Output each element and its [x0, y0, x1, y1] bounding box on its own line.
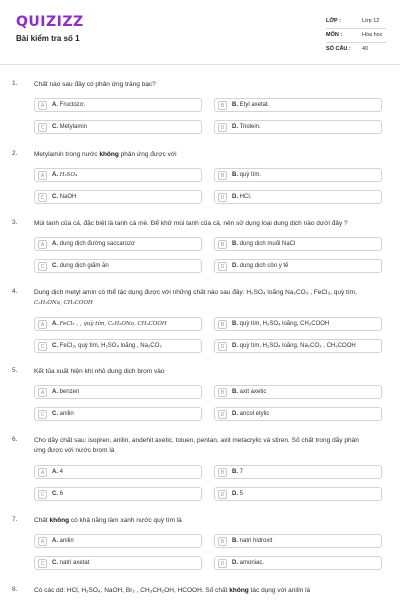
option-text: quỳ tím. [239, 172, 262, 178]
option-text: H₂SO₄ [59, 172, 78, 178]
quizizz-logo: QUIZIZZ [16, 14, 84, 30]
option-key: B. [232, 241, 238, 247]
option-text: benzen [59, 389, 80, 395]
option-b[interactable] [214, 534, 382, 548]
option-c[interactable] [34, 556, 202, 570]
option-text: dung dịch muối NaCl [239, 241, 296, 247]
question-5 [12, 367, 392, 427]
question-text-part: Chất [34, 517, 50, 524]
option-text: NaOH [59, 194, 77, 200]
question-number: 4. [12, 288, 18, 295]
meta-label: MÔN : [326, 32, 343, 38]
option-a[interactable] [34, 168, 202, 182]
option-key: A. [52, 538, 58, 544]
option-key: B. [232, 102, 238, 108]
question-4 [12, 288, 392, 358]
question-3 [12, 219, 392, 279]
option-text: Fructozơ. [59, 102, 86, 108]
option-badge: A [38, 388, 47, 397]
option-text: natri hidroxit [239, 538, 273, 544]
option-key: D. [232, 560, 238, 566]
option-badge: B [218, 171, 227, 180]
option-text: 4 [59, 469, 64, 475]
option-badge: C [38, 193, 47, 202]
option-badge: D [218, 410, 227, 419]
question-text [34, 516, 390, 526]
option-badge: A [38, 101, 47, 110]
option-badge: B [218, 101, 227, 110]
option-badge: B [218, 320, 227, 329]
option-c[interactable] [34, 120, 202, 134]
option-b[interactable] [214, 385, 382, 399]
option-badge: D [218, 123, 227, 132]
question-text [34, 586, 390, 596]
option-key: B. [232, 389, 238, 395]
option-d[interactable] [214, 407, 382, 421]
question-emphasis: không [99, 151, 119, 158]
question-emphasis: không [49, 517, 70, 524]
option-a[interactable] [34, 317, 202, 331]
question-text-line: Dung dịch metyl amin có thể tác dụng được với những chất nào sau đây: H₂SO₄ loãng Na₂CO₃ , FeCl₃, quỳ tím, [34, 289, 357, 296]
option-b[interactable] [214, 317, 382, 331]
option-badge: D [218, 490, 227, 499]
option-badge: A [38, 171, 47, 180]
option-key: D. [232, 343, 238, 349]
option-badge: C [38, 559, 47, 568]
option-text: quỳ tím, H₂SO₄ loãng, Na₂CO₃ , CH₃COOH [239, 343, 356, 349]
question-text: Chất nào sau đây có phản ứng tráng bạc? [34, 81, 156, 88]
option-key: C. [52, 491, 58, 497]
question-text [34, 436, 390, 456]
option-c[interactable] [34, 259, 202, 273]
option-badge: A [38, 320, 47, 329]
option-badge: A [38, 240, 47, 249]
question-7 [12, 516, 392, 576]
option-key: A. [52, 469, 58, 475]
option-text: dung dịch giấm ăn [59, 263, 109, 269]
question-text-line: Cho dãy chất sau: isopren, anilin, andehit axetic, toluen, pentan, axit metacrylic và stiren. Số chất trong dãy phản [34, 437, 359, 444]
option-key: C. [52, 194, 58, 200]
header-divider [0, 64, 400, 65]
option-badge: C [38, 262, 47, 271]
question-number: 6. [12, 436, 18, 443]
option-badge: D [218, 342, 227, 351]
option-text: FeCl₃ , , quỳ tím, C₆H₅ONa, CH₃COOH [59, 321, 167, 327]
question-text-part: tác dụng với anilin là [248, 587, 311, 594]
option-text: FeCl₃, quỳ tím, H₂SO₄ loãng , Na₂CO₃ [59, 343, 162, 349]
option-a[interactable] [34, 465, 202, 479]
option-text: HCl. [239, 194, 252, 200]
question-number: 1. [12, 80, 18, 87]
option-key: C. [52, 411, 58, 417]
option-c[interactable] [34, 407, 202, 421]
option-b[interactable] [214, 98, 382, 112]
question-text-line: C₆H₅ONa, CH₃COOH [34, 300, 93, 306]
option-key: B. [232, 321, 238, 327]
option-key: A. [52, 389, 58, 395]
question-2 [12, 150, 392, 210]
question-8 [12, 586, 392, 598]
option-badge: B [218, 468, 227, 477]
option-text: anilin [59, 411, 74, 417]
option-a[interactable] [34, 385, 202, 399]
option-b[interactable] [214, 465, 382, 479]
option-d[interactable] [214, 190, 382, 204]
option-b[interactable] [214, 168, 382, 182]
question-number: 2. [12, 150, 18, 157]
option-c[interactable] [34, 487, 202, 501]
option-badge: C [38, 490, 47, 499]
option-badge: C [38, 342, 47, 351]
option-key: D. [232, 263, 238, 269]
option-badge: D [218, 559, 227, 568]
option-text: 5 [239, 491, 244, 497]
option-badge: B [218, 537, 227, 546]
option-badge: A [38, 468, 47, 477]
option-key: C. [52, 263, 58, 269]
option-badge: B [218, 240, 227, 249]
question-text-part: có khả năng làm xanh nước quỳ tím là [69, 517, 182, 524]
option-d[interactable] [214, 487, 382, 501]
option-text: axit axetic [239, 389, 267, 395]
question-text: Kết tủa xuất hiện khi nhỏ dung dịch brom vào [34, 368, 165, 375]
meta-row-subject [326, 29, 386, 43]
option-a[interactable] [34, 534, 202, 548]
option-text: amoniac. [239, 560, 265, 566]
option-text: quỳ tím, H₂SO₄ loãng, CH₃COOH [239, 321, 330, 327]
option-text: dung dịch cồn y tế [239, 263, 289, 269]
option-key: C. [52, 560, 58, 566]
option-text: dung dịch đường saccarozơ [59, 241, 135, 247]
meta-value: Hóa học [362, 32, 383, 38]
question-text-part: Metylamin trong nước [34, 151, 100, 158]
question-6 [12, 436, 392, 506]
option-badge: D [218, 262, 227, 271]
option-d[interactable] [214, 259, 382, 273]
meta-label: SỐ CÂU : [326, 46, 351, 52]
option-key: D. [232, 124, 238, 130]
option-a[interactable] [34, 98, 202, 112]
option-key: A. [52, 321, 58, 327]
option-c[interactable] [34, 190, 202, 204]
option-key: C. [52, 124, 58, 130]
option-text: Metylamin [59, 124, 88, 130]
option-a[interactable] [34, 237, 202, 251]
meta-row-class [326, 15, 386, 29]
question-number: 5. [12, 367, 18, 374]
option-d[interactable] [214, 556, 382, 570]
question-1 [12, 80, 392, 140]
option-text: 6 [59, 491, 64, 497]
meta-value: Lớp 12 [362, 18, 380, 24]
question-text [34, 150, 390, 160]
option-d[interactable] [214, 339, 382, 353]
question-text-part: phản ứng được với [118, 151, 177, 158]
option-key: D. [232, 491, 238, 497]
option-text: anilin [59, 538, 74, 544]
option-c[interactable] [34, 339, 202, 353]
option-key: B. [232, 538, 238, 544]
meta-value: 40 [362, 46, 369, 52]
question-text-line: ứng được với nước brom là [34, 447, 115, 454]
option-badge: D [218, 193, 227, 202]
question-text: Mùi tanh của cá, đặc biệt là tanh cá mè. Để khử mùi tanh của cá, nên sử dụng loại dung dịch nào dưới đây ? [34, 220, 348, 227]
question-number: 3. [12, 219, 18, 226]
option-d[interactable] [214, 120, 382, 134]
option-text: ancol etylic [239, 411, 270, 417]
question-number: 7. [12, 516, 18, 523]
question-emphasis: không [229, 587, 249, 594]
option-badge: C [38, 410, 47, 419]
question-text [34, 288, 390, 308]
option-badge: C [38, 123, 47, 132]
page-title: Bài kiểm tra số 1 [16, 34, 80, 43]
meta-label: LỚP : [326, 18, 341, 24]
option-key: D. [232, 194, 238, 200]
option-badge: A [38, 537, 47, 546]
meta-panel [326, 15, 386, 57]
option-key: A. [52, 172, 58, 178]
question-text-part: Có các dd: HCl, H₂SO₄, NaOH, Br₂ , CH₃CH₂OH, HCOOH. Số chất [34, 587, 230, 594]
option-key: A. [52, 102, 58, 108]
option-b[interactable] [214, 237, 382, 251]
option-key: B. [232, 469, 238, 475]
option-key: B. [232, 172, 238, 178]
question-number: 8. [12, 586, 18, 593]
option-badge: B [218, 388, 227, 397]
option-text: 7 [239, 469, 244, 475]
option-text: natri axetat [59, 560, 90, 566]
option-text: Etyl axetat. [239, 102, 270, 108]
option-key: C. [52, 343, 58, 349]
option-key: D. [232, 411, 238, 417]
option-text: Triolein. [239, 124, 261, 130]
option-key: A. [52, 241, 58, 247]
meta-row-count [326, 43, 386, 57]
